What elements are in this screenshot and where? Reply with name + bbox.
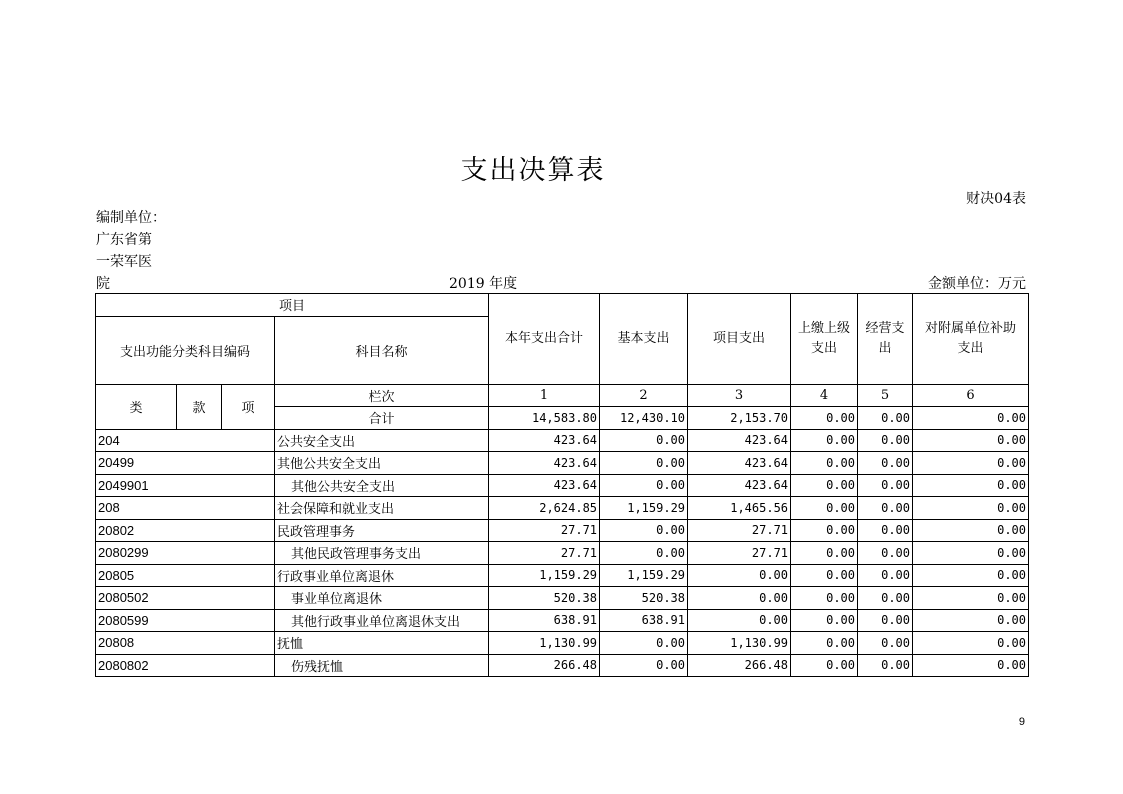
subject-code: 20808: [96, 632, 275, 655]
page-number: 9: [1018, 716, 1025, 728]
col-number: 3: [688, 384, 791, 407]
total-value: 0.00: [791, 407, 858, 430]
amount-cell: 0.00: [858, 474, 913, 497]
subject-name: 伤残抚恤: [275, 654, 489, 677]
subject-name: 其他公共安全支出: [275, 452, 489, 475]
amount-cell: 423.64: [489, 429, 600, 452]
amount-cell: 1,159.29: [600, 564, 688, 587]
amount-cell: 423.64: [688, 452, 791, 475]
subject-name: 事业单位离退休: [275, 587, 489, 610]
col-header: 上缴上级支出: [791, 294, 858, 385]
amount-cell: 0.00: [858, 452, 913, 475]
amount-cell: 0.00: [913, 632, 1029, 655]
amount-cell: 1,159.29: [600, 497, 688, 520]
amount-cell: 0.00: [791, 474, 858, 497]
code-group-header: 支出功能分类科目编码: [96, 316, 275, 384]
amount-cell: 423.64: [688, 474, 791, 497]
amount-cell: 0.00: [791, 587, 858, 610]
subject-code: 2080502: [96, 587, 275, 610]
amount-cell: 0.00: [858, 654, 913, 677]
amount-cell: 0.00: [858, 564, 913, 587]
amount-cell: 638.91: [489, 609, 600, 632]
org-label-line: 编制单位：: [96, 210, 166, 226]
total-value: 0.00: [858, 407, 913, 430]
org-label-line: 一荣军医: [96, 254, 152, 270]
subject-name-header: 科目名称: [275, 316, 489, 384]
subject-code: 20805: [96, 564, 275, 587]
amount-cell: 0.00: [791, 654, 858, 677]
amount-cell: 0.00: [858, 587, 913, 610]
subject-code: 20802: [96, 519, 275, 542]
org-label-line: 广东省第: [96, 232, 152, 248]
table-row: [96, 497, 1029, 520]
amount-cell: 1,159.29: [489, 564, 600, 587]
amount-cell: 27.71: [688, 519, 791, 542]
amount-cell: 0.00: [600, 429, 688, 452]
fiscal-year: 2019 年度: [449, 276, 518, 292]
amount-cell: 1,130.99: [489, 632, 600, 655]
amount-cell: 0.00: [858, 519, 913, 542]
subject-code: 20499: [96, 452, 275, 475]
amount-cell: 0.00: [913, 564, 1029, 587]
col-header: 基本支出: [600, 294, 688, 385]
col-number: 4: [791, 384, 858, 407]
subject-name: 其他行政事业单位离退休支出: [275, 609, 489, 632]
subject-code: 204: [96, 429, 275, 452]
amount-cell: 0.00: [791, 497, 858, 520]
lei-header: 类: [96, 384, 177, 429]
amount-cell: 266.48: [489, 654, 600, 677]
subject-name: 行政事业单位离退休: [275, 564, 489, 587]
amount-cell: 0.00: [791, 632, 858, 655]
col-number: 2: [600, 384, 688, 407]
table-row: [96, 429, 1029, 452]
amount-cell: 0.00: [600, 519, 688, 542]
kuan-header: 款: [177, 384, 222, 429]
row-no-label: 栏次: [275, 384, 489, 407]
total-label: 合计: [275, 407, 489, 430]
col-number: 5: [858, 384, 913, 407]
amount-cell: 0.00: [688, 564, 791, 587]
form-number: 财决04表: [966, 191, 1026, 207]
amount-cell: 0.00: [913, 429, 1029, 452]
subject-code: 2080299: [96, 542, 275, 565]
subject-name: 其他公共安全支出: [275, 474, 489, 497]
subject-code: 2049901: [96, 474, 275, 497]
amount-cell: 0.00: [913, 542, 1029, 565]
subject-name: 社会保障和就业支出: [275, 497, 489, 520]
table-row: [96, 632, 1029, 655]
amount-cell: 423.64: [489, 474, 600, 497]
amount-cell: 0.00: [913, 497, 1029, 520]
total-value: 2,153.70: [688, 407, 791, 430]
table-row: [96, 474, 1029, 497]
item-header: 项目: [96, 294, 489, 317]
money-unit: 金额单位：万元: [928, 276, 1026, 292]
col-header: 本年支出合计: [489, 294, 600, 385]
amount-cell: 0.00: [913, 474, 1029, 497]
table-row: [96, 654, 1029, 677]
amount-cell: 0.00: [791, 542, 858, 565]
amount-cell: 0.00: [913, 609, 1029, 632]
amount-cell: 0.00: [600, 542, 688, 565]
table-row: [96, 587, 1029, 610]
amount-cell: 0.00: [791, 564, 858, 587]
amount-cell: 0.00: [913, 452, 1029, 475]
subject-name: 抚恤: [275, 632, 489, 655]
amount-cell: 1,130.99: [688, 632, 791, 655]
amount-cell: 0.00: [688, 609, 791, 632]
amount-cell: 0.00: [600, 452, 688, 475]
amount-cell: 0.00: [688, 587, 791, 610]
amount-cell: 0.00: [913, 587, 1029, 610]
total-value: 12,430.10: [600, 407, 688, 430]
amount-cell: 266.48: [688, 654, 791, 677]
subject-code: 208: [96, 497, 275, 520]
amount-cell: 0.00: [858, 542, 913, 565]
amount-cell: 27.71: [489, 542, 600, 565]
col-number: 6: [913, 384, 1029, 407]
table-row: [96, 609, 1029, 632]
amount-cell: 0.00: [600, 654, 688, 677]
amount-cell: 27.71: [688, 542, 791, 565]
subject-name: 公共安全支出: [275, 429, 489, 452]
amount-cell: 0.00: [913, 519, 1029, 542]
subject-name: 民政管理事务: [275, 519, 489, 542]
amount-cell: 0.00: [858, 632, 913, 655]
table-row: [96, 452, 1029, 475]
amount-cell: 0.00: [791, 452, 858, 475]
subject-name: 其他民政管理事务支出: [275, 542, 489, 565]
amount-cell: 2,624.85: [489, 497, 600, 520]
col-header: 经营支出: [858, 294, 913, 385]
amount-cell: 423.64: [489, 452, 600, 475]
table-row: [96, 542, 1029, 565]
expenditure-table: [95, 293, 1029, 677]
amount-cell: 1,465.56: [688, 497, 791, 520]
total-value: 14,583.80: [489, 407, 600, 430]
amount-cell: 0.00: [600, 474, 688, 497]
amount-cell: 0.00: [791, 519, 858, 542]
subject-code: 2080599: [96, 609, 275, 632]
amount-cell: 0.00: [858, 429, 913, 452]
amount-cell: 520.38: [600, 587, 688, 610]
col-header: 对附属单位补助支出: [913, 294, 1029, 385]
amount-cell: 0.00: [858, 497, 913, 520]
amount-cell: 0.00: [858, 609, 913, 632]
page-title: 支出决算表: [460, 155, 606, 186]
amount-cell: 27.71: [489, 519, 600, 542]
total-value: 0.00: [913, 407, 1029, 430]
subject-code: 2080802: [96, 654, 275, 677]
org-label-line: 院: [96, 276, 110, 292]
xiang-header: 项: [222, 384, 275, 429]
col-header: 项目支出: [688, 294, 791, 385]
amount-cell: 0.00: [791, 429, 858, 452]
amount-cell: 423.64: [688, 429, 791, 452]
table-row: [96, 564, 1029, 587]
amount-cell: 638.91: [600, 609, 688, 632]
amount-cell: 0.00: [791, 609, 858, 632]
amount-cell: 0.00: [600, 632, 688, 655]
amount-cell: 0.00: [913, 654, 1029, 677]
table-row: [96, 519, 1029, 542]
amount-cell: 520.38: [489, 587, 600, 610]
col-number: 1: [489, 384, 600, 407]
